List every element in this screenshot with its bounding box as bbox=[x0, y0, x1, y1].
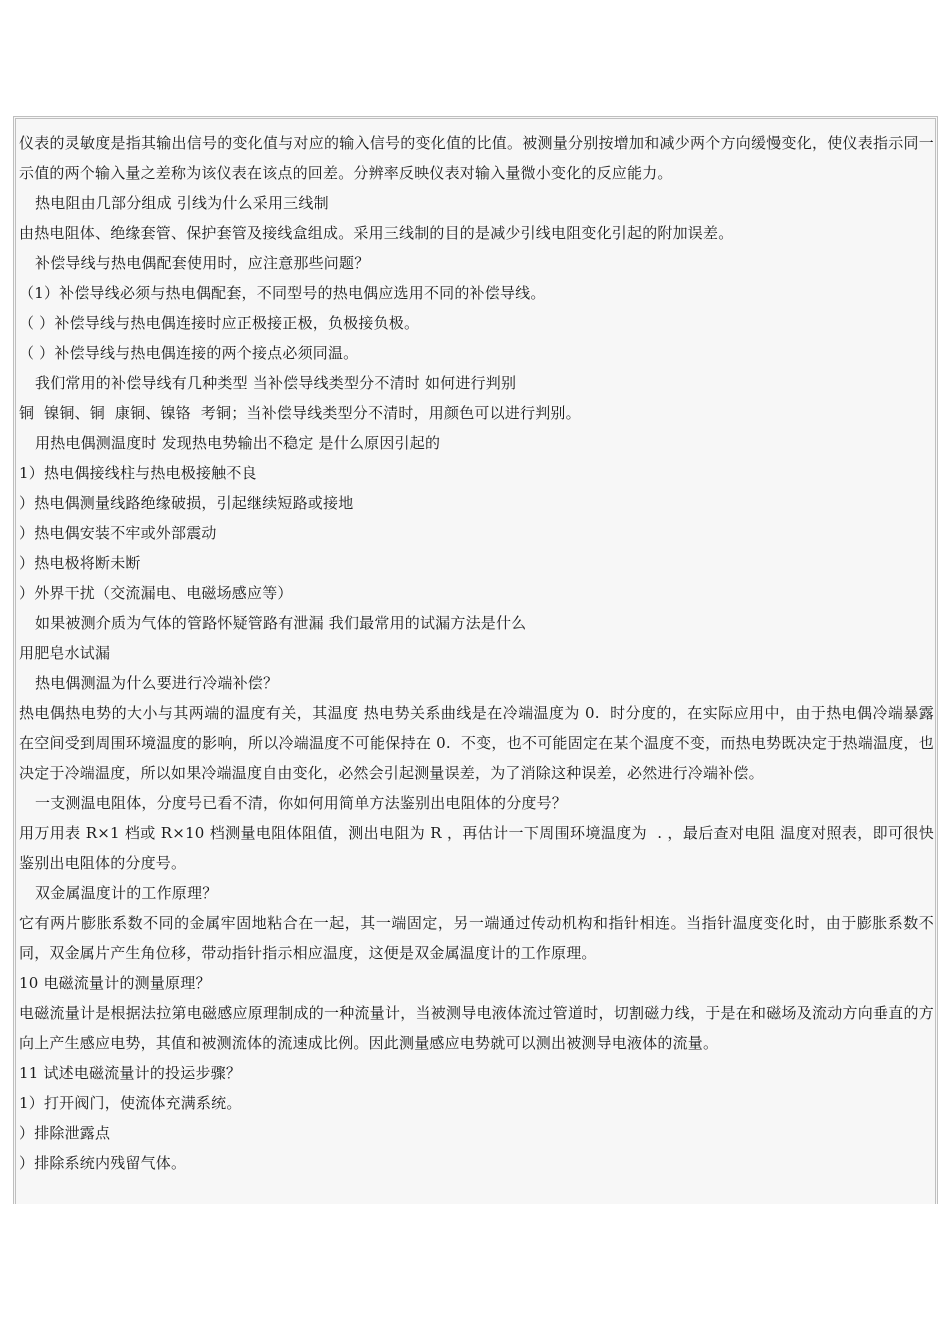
question-heading: 热电阻由几部分组成 引线为什么采用三线制 bbox=[35, 194, 329, 212]
paragraph-line: 用万用表 R×1 档或 R×10 档测量电阻体阻值，测出电阻为 R ，再估计一下周围环境温度为 . ，最后查对电阻 温度对照表，即可很快鉴别出电阻体的分度号。 bbox=[19, 824, 934, 872]
paragraph-line: ）热电偶测量线路绝缘破损，引起继续短路或接地 bbox=[19, 494, 354, 512]
paragraph-line: 铜 镍铜、铜 康铜、镍铬 考铜；当补偿导线类型分不清时，用颜色可以进行判别。 bbox=[19, 404, 581, 422]
question-heading: 热电偶测温为什么要进行冷端补偿？ bbox=[35, 674, 279, 692]
paragraph-line: （ ）补偿导线与热电偶连接的两个接点必须同温。 bbox=[19, 344, 359, 362]
paragraph-line: ）排除泄露点 bbox=[19, 1124, 111, 1142]
paragraph-line: 1）热电偶接线柱与热电极接触不良 bbox=[19, 464, 257, 482]
paragraph-line: （ ）补偿导线与热电偶连接时应正极接正极，负极接负极。 bbox=[19, 314, 420, 332]
document-body bbox=[19, 128, 934, 1178]
paragraph-line: ）热电偶安装不牢或外部震动 bbox=[19, 524, 217, 542]
question-heading: 如果被测介质为气体的管路怀疑管路有泄漏 我们最常用的试漏方法是什么 bbox=[35, 614, 527, 632]
paragraph-line: ）排除系统内残留气体。 bbox=[19, 1154, 187, 1172]
paragraph-line: （1）补偿导线必须与热电偶配套，不同型号的热电偶应选用不同的补偿导线。 bbox=[19, 284, 546, 302]
paragraph-line: 电磁流量计是根据法拉第电磁感应原理制成的一种流量计，当被测导电液体流过管道时，切割磁力线，于是在和磁场及流动方向垂直的方向上产生感应电势，其值和被测流体的流速成比例。因此测量感应电势就可以测出被测导电液体的流量。 bbox=[19, 1004, 934, 1052]
paragraph-line: 10 电磁流量计的测量原理？ bbox=[19, 974, 211, 992]
paragraph-line: 1）打开阀门，使流体充满系统。 bbox=[19, 1094, 242, 1112]
paragraph-line: 仪表的灵敏度是指其输出信号的变化值与对应的输入信号的变化值的比值。被测量分别按增加和减少两个方向缓慢变化，使仪表指示同一示值的两个输入量之差称为该仪表在该点的回差。分辨率反映仪表对输入量微小变化的反应能力。 bbox=[19, 134, 934, 182]
paragraph-line: 11 试述电磁流量计的投运步骤？ bbox=[19, 1064, 242, 1082]
question-heading: 双金属温度计的工作原理？ bbox=[35, 884, 218, 902]
paragraph-line: 由热电阻体、绝缘套管、保护套管及接线盒组成。采用三线制的目的是减少引线电阻变化引起的附加误差。 bbox=[19, 224, 734, 242]
paragraph-line: ）热电极将断未断 bbox=[19, 554, 141, 572]
paragraph-line: 热电偶热电势的大小与其两端的温度有关，其温度 热电势关系曲线是在冷端温度为 0. 时分度的，在实际应用中，由于热电偶冷端暴露在空间受到周围环境温度的影响，所以冷端温度不可能保持在 0. 不变，也不可能固定在某个温度不变，而热电势既决定于热端温度，也决定于冷端温度，所以如果冷端温度自由变化，必然会引起测量误差，为了消除这种误差，必然进行冷端补偿。 bbox=[19, 704, 934, 782]
question-heading: 一支测温电阻体，分度号已看不清，你如何用简单方法鉴别出电阻体的分度号？ bbox=[35, 794, 568, 812]
document-frame bbox=[13, 116, 938, 1204]
paragraph-line: 它有两片膨胀系数不同的金属牢固地粘合在一起，其一端固定，另一端通过传动机构和指针相连。当指针温度变化时，由于膨胀系数不同，双金属片产生角位移，带动指针指示相应温度，这便是双金属温度计的工作原理。 bbox=[19, 914, 934, 962]
paragraph-line: ）外界干扰（交流漏电、电磁场感应等） bbox=[19, 584, 293, 602]
question-heading: 我们常用的补偿导线有几种类型 当补偿导线类型分不清时 如何进行判别 bbox=[35, 374, 517, 392]
question-heading: 用热电偶测温度时 发现热电势输出不稳定 是什么原因引起的 bbox=[35, 434, 441, 452]
paragraph-line: 用肥皂水试漏 bbox=[19, 644, 111, 662]
question-heading: 补偿导线与热电偶配套使用时，应注意那些问题？ bbox=[35, 254, 370, 272]
